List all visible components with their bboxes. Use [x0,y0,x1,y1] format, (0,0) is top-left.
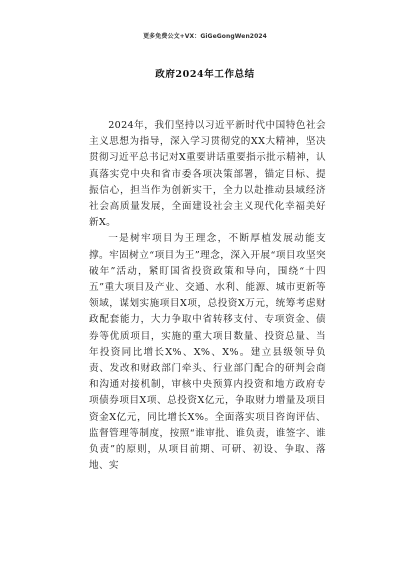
header-note: 更多免费公文+VX：GiGeGongWen2024 [143,33,267,40]
paragraph-intro: 2024年，我们坚持以习近平新时代中国特色社会主义思想为指导，深入学习贯彻党的XX大精神，坚决贯彻习近平总书记对X重要讲话重要指示批示精神，认真落实党中央和省市委各项决策部署，锚定目标、提振信心，担当作为创新实干，全力以赴推动县域经济社会高质量发展，全面建设社会主义现代化幸福美好新X。 [89,120,326,229]
paragraph-projects: 一是树牢项目为王理念，不断厚植发展动能支撑。牢固树立“项目为王”理念，深入开展“项目攻坚突破年”活动，紧盯国省投资政策和导向，围绕“十四五”重大项目及产业、交通、水利、能源、城市更新等领域，谋划实施项目X项，总投资X万元，统筹考虑财政配套能力，大力争取中省转移支付、专项资金、债券等优质项目，实施的重大项目数量、投资总量、当年投资同比增长X%、X%、X%。建立县级领导负责、发改和财政部门牵头、行业部门配合的研判会商和沟通对接机制，审核中央预算内投资和地方政府专项债券项目X项、总投资X亿元，争取财力增量及项目资金X亿元，同比增长X%。全面落实项目咨询评估、监督管理等制度，按照“谁审批、谁负责，谁签字、谁负责”的原则，从项目前期、可研、初设、争取、落地、实 [89,233,326,472]
document-body [89,118,326,474]
document-title: 政府2024年工作总结 [155,69,255,80]
